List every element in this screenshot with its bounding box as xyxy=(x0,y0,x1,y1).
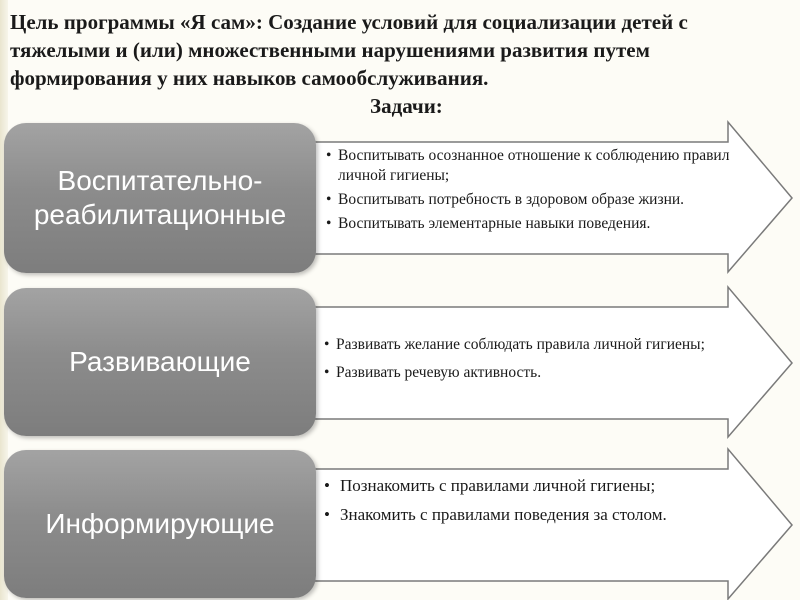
category-label-3: Информирующие xyxy=(45,508,275,539)
task-item-2-2: • Развивать речевую активность. xyxy=(322,363,742,383)
category-label-2: Развивающие xyxy=(69,346,251,377)
tasks-label: Задачи: xyxy=(370,94,443,118)
task-item-1-3: • Воспитывать элементарные навыки поведения. xyxy=(324,214,734,234)
task-item-1-2: • Воспитывать потребность в здоровом образе жизни. xyxy=(324,190,734,210)
category-label-1: Воспитательно-реабилитационные xyxy=(33,165,287,230)
task-item-1-1: • Воспитывать осознанное отношение к соблюдению правил личной гигиены; xyxy=(324,146,734,186)
program-goal-text: Цель программы «Я сам»: Создание условий для социализации детей с тяжелыми и (или) множественными нарушениями развития путем формирования у них навыков самообслуживания. xyxy=(10,10,688,90)
task-item-3-2: • Знакомить с правилами поведения за столом. xyxy=(322,503,722,526)
category-block-1 xyxy=(4,123,316,273)
task-list-3 xyxy=(322,474,722,532)
slide-title xyxy=(10,8,790,118)
task-item-3-1: • Познакомить с правилами личной гигиены; xyxy=(322,474,722,497)
task-list-1 xyxy=(324,146,734,238)
category-block-2 xyxy=(4,288,316,436)
category-block-3 xyxy=(4,450,316,598)
task-item-2-1: • Развивать желание соблюдать правила личной гигиены; xyxy=(322,335,742,355)
task-list-2 xyxy=(322,335,742,391)
